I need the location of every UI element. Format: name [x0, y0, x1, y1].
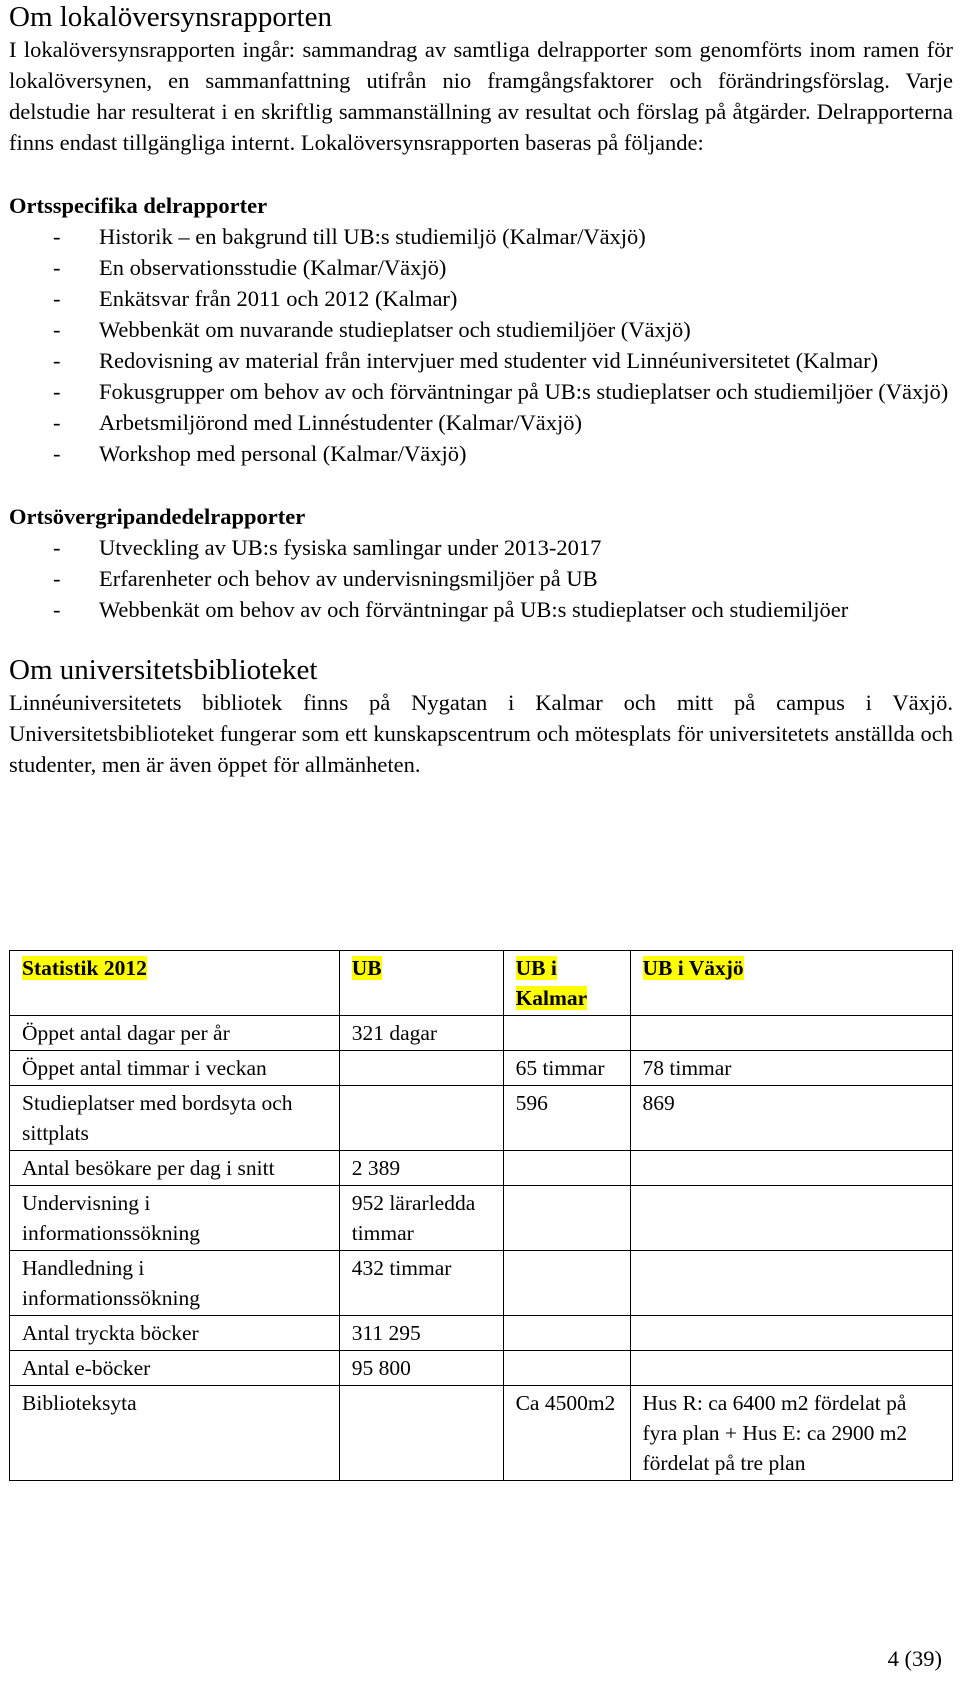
table-cell: Antal besökare per dag i snitt	[10, 1151, 340, 1186]
table-cell	[503, 1151, 630, 1186]
table-header-row	[10, 951, 953, 1016]
table-cell	[503, 1251, 630, 1316]
table-cell	[339, 1086, 503, 1151]
list-item: - Utveckling av UB:s fysiska samlingar under 2013-2017	[9, 532, 953, 563]
table-cell	[630, 1316, 953, 1351]
list-item: - Enkätsvar från 2011 och 2012 (Kalmar)	[9, 283, 953, 314]
table-row	[10, 1186, 953, 1251]
document-page	[9, 0, 953, 1475]
table-row	[10, 1251, 953, 1316]
table-cell: Antal tryckta böcker	[10, 1316, 340, 1351]
table-cell: Undervisning i informationssökning	[10, 1186, 340, 1251]
table-row	[10, 1386, 953, 1481]
library-paragraph: Linnéuniversitetets bibliotek finns på Nygatan i Kalmar och mitt på campus i Växjö. Universitetsbiblioteket fungerar som ett kunskapscentrum och mötesplats för universitetets anställda och studenter, men är även öppet för allmänheten.	[9, 690, 953, 777]
table-row	[10, 1086, 953, 1151]
list-item: - Arbetsmiljörond med Linnéstudenter (Kalmar/Växjö)	[9, 407, 953, 438]
table-cell: 311 295	[339, 1316, 503, 1351]
table-cell: 2 389	[339, 1151, 503, 1186]
table-header-cell: Statistik 2012	[10, 951, 340, 1016]
table-row	[10, 1316, 953, 1351]
table-cell	[630, 1351, 953, 1386]
table-cell: 65 timmar	[503, 1051, 630, 1086]
table-cell	[503, 1316, 630, 1351]
overall-reports-heading: Ortsövergripandedelrapporter	[9, 504, 306, 529]
table-cell: Öppet antal dagar per år	[10, 1016, 340, 1051]
local-reports-list	[9, 221, 953, 469]
table-cell	[503, 1351, 630, 1386]
table-cell: 432 timmar	[339, 1251, 503, 1316]
list-item: - Historik – en bakgrund till UB:s studiemiljö (Kalmar/Växjö)	[9, 221, 953, 252]
table-cell	[503, 1016, 630, 1051]
table-cell	[630, 1016, 953, 1051]
table-cell: Studieplatser med bordsyta och sittplats	[10, 1086, 340, 1151]
table-row	[10, 1051, 953, 1086]
table-cell: Öppet antal timmar i veckan	[10, 1051, 340, 1086]
table-cell	[339, 1386, 503, 1481]
table-cell: 95 800	[339, 1351, 503, 1386]
list-item: - Erfarenheter och behov av undervisningsmiljöer på UB	[9, 563, 953, 594]
table-header-cell: UB i Kalmar	[503, 951, 630, 1016]
section-title-report: Om lokalöversynsrapporten	[9, 1, 332, 33]
list-item: - Fokusgrupper om behov av och förväntningar på UB:s studieplatser och studiemiljöer (Växjö)	[9, 376, 953, 407]
list-item: - Webbenkät om behov av och förväntningar på UB:s studieplatser och studiemiljöer	[9, 594, 953, 625]
section-title-library: Om universitetsbiblioteket	[9, 654, 318, 686]
overall-reports-list	[9, 532, 953, 625]
table-header-cell: UB i Växjö	[630, 951, 953, 1016]
table-cell: 596	[503, 1086, 630, 1151]
table-cell: 952 lärarledda timmar	[339, 1186, 503, 1251]
local-reports-heading: Ortsspecifika delrapporter	[9, 193, 268, 218]
table-row	[10, 1351, 953, 1386]
statistics-table	[9, 950, 953, 1481]
list-item: - Workshop med personal (Kalmar/Växjö)	[9, 438, 953, 469]
table-cell: 869	[630, 1086, 953, 1151]
table-cell	[630, 1186, 953, 1251]
table-cell	[503, 1186, 630, 1251]
table-cell: 78 timmar	[630, 1051, 953, 1086]
list-item: - En observationsstudie (Kalmar/Växjö)	[9, 252, 953, 283]
list-item: - Webbenkät om nuvarande studieplatser och studiemiljöer (Växjö)	[9, 314, 953, 345]
table-cell	[630, 1151, 953, 1186]
table-cell: 321 dagar	[339, 1016, 503, 1051]
table-row	[10, 1151, 953, 1186]
table-cell	[630, 1251, 953, 1316]
page-number: 4 (39)	[887, 1646, 942, 1671]
table-cell: Ca 4500m2	[503, 1386, 630, 1481]
table-cell: Antal e-böcker	[10, 1351, 340, 1386]
table-cell: Handledning i informationssökning	[10, 1251, 340, 1316]
list-item: - Redovisning av material från intervjuer med studenter vid Linnéuniversitetet (Kalmar)	[9, 345, 953, 376]
table-cell: Hus R: ca 6400 m2 fördelat på fyra plan + Hus E: ca 2900 m2 fördelat på tre plan	[630, 1386, 953, 1481]
report-intro-paragraph: I lokalöversynsrapporten ingår: sammandrag av samtliga delrapporter som genomförts inom ramen för lokalöversynen, en sammanfattning utifrån nio framgångsfaktorer och förändringsförslag. Varje delstudie har resulterat i en skriftlig sammanställning av resultat och förslag på åtgärder. Delrapporterna finns endast tillgängliga internt. Lokalöversynsrapporten baseras på följande:	[9, 37, 953, 155]
table-row	[10, 1016, 953, 1051]
table-cell: Biblioteksyta	[10, 1386, 340, 1481]
table-header-cell: UB	[339, 951, 503, 1016]
table-cell	[339, 1051, 503, 1086]
